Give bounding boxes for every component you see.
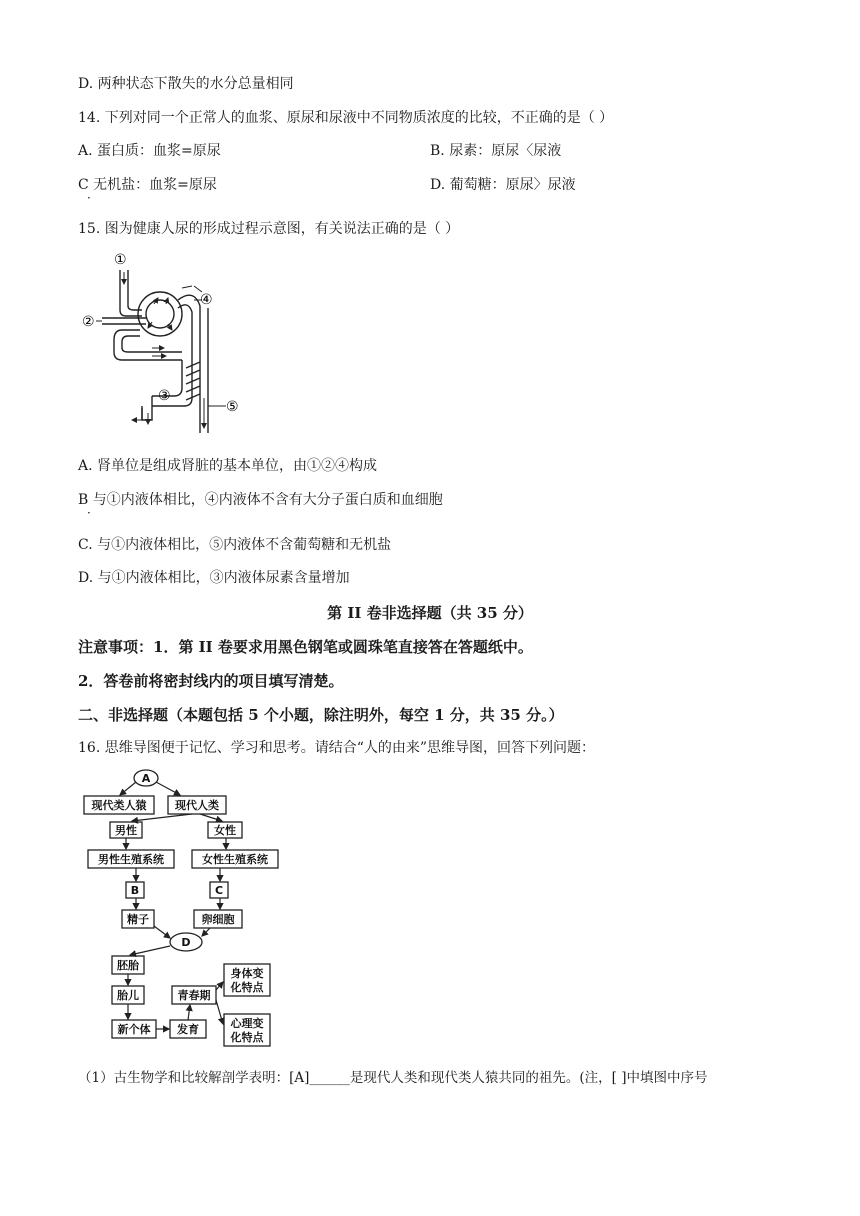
q13-option-d: D. 两种状态下散失的水分总量相同 [78, 76, 294, 92]
node-human: 现代人类 [175, 799, 219, 812]
node-newborn: 新个体 [117, 1023, 151, 1036]
dot-mark: · [87, 506, 91, 520]
label-1: ① [114, 252, 127, 268]
node-sperm: 精子 [127, 913, 149, 926]
mind-map [80, 766, 280, 1050]
label-3: ③ [158, 388, 171, 404]
node-egg: 卵细胞 [201, 913, 235, 926]
node-fetus: 胎儿 [117, 989, 139, 1002]
section-note-1: 注意事项：1．第 II 卷要求用黑色钢笔或圆珠笔直接答在答题纸中。 [78, 638, 533, 656]
section-title: 第 II 卷非选择题（共 35 分） [327, 604, 533, 622]
q15-option-b: B 与①内液体相比，④内液体不含有大分子蛋白质和血细胞 [78, 492, 443, 508]
node-male-system: 男性生殖系统 [98, 853, 164, 866]
q15-option-c: C. 与①内液体相比，⑤内液体不含葡萄糖和无机盐 [78, 537, 392, 553]
q14-option-a: A. 蛋白质：血浆=原尿 [78, 143, 221, 159]
node-puberty: 青春期 [177, 989, 211, 1002]
label-4: ④ [200, 292, 213, 308]
q14-stem: 14. 下列对同一个正常人的血浆、原尿和尿液中不同物质浓度的比较，不正确的是（ ） [78, 110, 614, 126]
q16-sub1: （1）古生物学和比较解剖学表明：[A]______是现代人类和现代类人猿共同的祖先。(注，[ ]中填图中序号 [78, 1070, 708, 1086]
node-ape: 现代类人猿 [91, 799, 147, 812]
node-mind-change-2: 化特点 [230, 1031, 264, 1044]
q15-stem: 15. 图为健康人尿的形成过程示意图，有关说法正确的是（ ） [78, 221, 460, 237]
label-2: ② [82, 314, 95, 330]
node-b: B [130, 884, 140, 897]
q14-option-d: D. 葡萄糖：原尿〉尿液 [430, 177, 576, 193]
node-female: 女性 [214, 824, 236, 837]
node-male: 男性 [115, 824, 137, 837]
node-c: C [214, 884, 224, 897]
node-d: D [181, 936, 191, 949]
q14-option-c: C 无机盐：血浆=原尿 [78, 177, 217, 193]
q16-stem: 16. 思维导图便于记忆、学习和思考。请结合“人的由来”思维导图，回答下列问题： [78, 740, 596, 756]
node-body-change-2: 化特点 [230, 981, 264, 994]
q15-option-d: D. 与①内液体相比，③内液体尿素含量增加 [78, 570, 350, 586]
q14-option-b: B. 尿素：原尿〈尿液 [430, 143, 562, 159]
q15-option-a: A. 肾单位是组成肾脏的基本单位，由①②④构成 [78, 458, 378, 474]
section-heading: 二、非选择题（本题包括 5 个小题，除注明外，每空 1 分，共 35 分。） [78, 706, 564, 724]
section-note-2: 2．答卷前将密封线内的项目填写清楚。 [78, 672, 344, 690]
node-body-change-1: 身体变 [230, 967, 264, 980]
nephron-diagram [82, 248, 252, 438]
node-female-system: 女性生殖系统 [202, 853, 268, 866]
dot-mark: · [87, 191, 91, 205]
node-embryo: 胚胎 [117, 959, 139, 972]
node-a: A [141, 772, 151, 785]
label-5: ⑤ [226, 399, 239, 415]
node-develop: 发育 [177, 1023, 199, 1036]
node-mind-change-1: 心理变 [230, 1017, 264, 1030]
